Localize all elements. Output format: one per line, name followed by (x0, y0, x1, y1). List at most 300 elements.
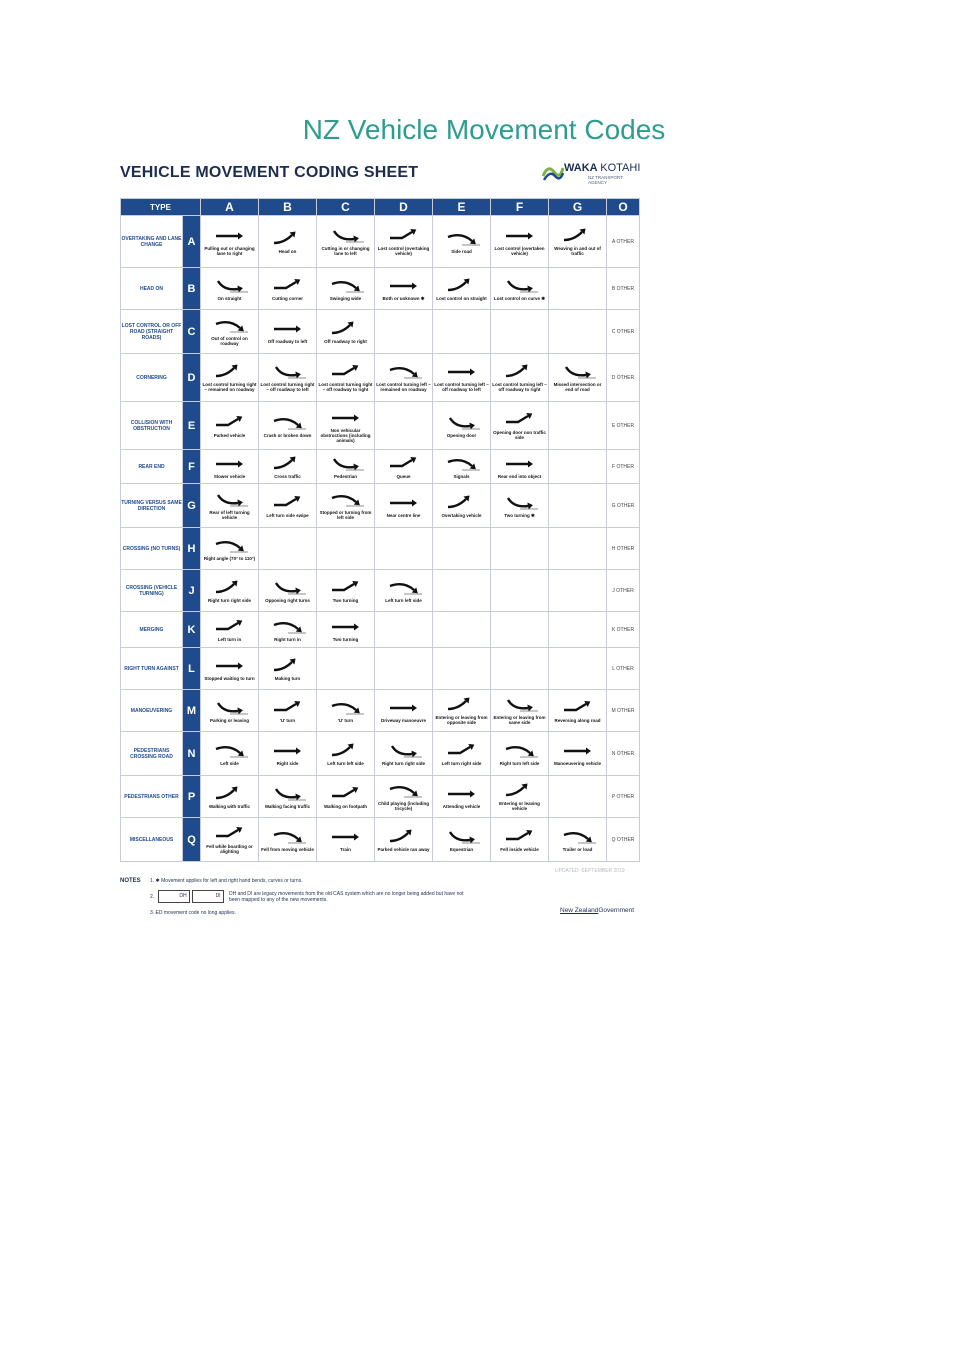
movement-diagram-icon (442, 230, 482, 248)
movement-label: Near centre line (386, 512, 421, 518)
di-label: DI (215, 893, 221, 899)
movement-cell-fa (201, 450, 259, 484)
dh-label: DH (179, 893, 187, 899)
column-header-g: G (549, 199, 607, 216)
movement-label: Stopped or turning from left side (319, 510, 372, 520)
movement-diagram-icon (326, 618, 366, 636)
row-type-letter: H (183, 528, 201, 570)
note-3: 3. ED movement code no long applies. (150, 910, 236, 916)
other-cell: C OTHER (607, 310, 640, 354)
row-type-name: PEDESTRIANS CROSSING ROAD (121, 732, 183, 776)
movement-diagram-icon (268, 320, 308, 338)
table-row-m (121, 690, 640, 732)
movement-label: Left turn left side (385, 597, 422, 603)
movement-cell-qd (375, 818, 433, 862)
column-header-c: C (317, 199, 375, 216)
column-header-d: D (375, 199, 433, 216)
movement-cell-df (491, 354, 549, 402)
movement-label: Walking on footpath (323, 803, 368, 809)
other-cell: G OTHER (607, 484, 640, 528)
movement-diagram-icon (500, 363, 540, 381)
movement-code-table (120, 198, 640, 862)
movement-label: Opposing right turns (265, 597, 310, 603)
other-cell: E OTHER (607, 402, 640, 450)
movement-label: Weaving in and out of traffic (554, 246, 601, 256)
note-2-number: 2. (150, 893, 155, 900)
movement-label: Left turn side swipe (266, 512, 309, 518)
movement-cell-pc (317, 776, 375, 818)
note-2 (150, 890, 470, 903)
movement-label: Off roadway to right (324, 338, 367, 344)
movement-label: Cutting in or changing lane to left (321, 246, 370, 256)
movement-label: Queue (396, 473, 411, 479)
movement-label: Pulling out or changing lane to right (204, 246, 255, 256)
movement-diagram-icon (326, 742, 366, 760)
movement-cell-fb (259, 450, 317, 484)
movement-label: Cross traffic (274, 473, 301, 479)
movement-diagram-icon (268, 657, 308, 675)
movement-diagram-icon (268, 414, 308, 432)
movement-diagram-icon (268, 742, 308, 760)
movement-cell-nb (259, 732, 317, 776)
movement-diagram-icon (500, 494, 540, 512)
movement-label: Signals (453, 473, 470, 479)
movement-diagram-icon (210, 825, 250, 843)
movement-cell-de (433, 354, 491, 402)
movement-cell-ec (317, 402, 375, 450)
movement-cell-fc (317, 450, 375, 484)
table-row-f (121, 450, 640, 484)
movement-diagram-icon (558, 699, 598, 717)
logo-subtitle: NZ TRANSPORT AGENCY (588, 175, 623, 185)
movement-diagram-icon (384, 579, 424, 597)
movement-cell-cc (317, 310, 375, 354)
movement-cell-gf (491, 484, 549, 528)
row-type-name: PEDESTRIANS OTHER (121, 776, 183, 818)
movement-diagram-icon (210, 227, 250, 245)
column-header-o: O (607, 199, 640, 216)
movement-diagram-icon (558, 227, 598, 245)
movement-cell-mb (259, 690, 317, 732)
movement-label: On straight (217, 295, 242, 301)
table-row-e (121, 402, 640, 450)
row-type-name: MERGING (121, 612, 183, 648)
movement-label: Right turn left side (499, 760, 540, 766)
movement-diagram-icon (442, 828, 482, 846)
other-cell: J OTHER (607, 570, 640, 612)
movement-diagram-icon (268, 363, 308, 381)
movement-diagram-icon (326, 409, 366, 427)
movement-cell-lc (317, 648, 375, 690)
movement-diagram-icon (210, 455, 250, 473)
movement-label: 'U' turn (337, 717, 354, 723)
movement-diagram-icon (210, 579, 250, 597)
movement-cell-je (433, 570, 491, 612)
movement-label: Walking facing traffic (264, 803, 311, 809)
movement-label: Equestrian (449, 846, 474, 852)
row-type-name: MISCELLANEOUS (121, 818, 183, 862)
movement-cell-dd (375, 354, 433, 402)
movement-cell-ba (201, 268, 259, 310)
other-cell: H OTHER (607, 528, 640, 570)
movement-label: Left side (220, 760, 239, 766)
movement-label: Lost control turning left – remained on roadway (376, 382, 431, 392)
movement-label: Making turn (274, 675, 301, 681)
movement-diagram-icon (210, 537, 250, 555)
movement-label: Fell from moving vehicle (261, 846, 314, 852)
movement-cell-ac (317, 216, 375, 268)
movement-cell-kb (259, 612, 317, 648)
movement-diagram-icon (384, 828, 424, 846)
movement-cell-eb (259, 402, 317, 450)
movement-diagram-icon (384, 742, 424, 760)
row-type-letter: C (183, 310, 201, 354)
sheet-title: VEHICLE MOVEMENT CODING SHEET (120, 164, 419, 181)
movement-cell-hf (491, 528, 549, 570)
movement-cell-qb (259, 818, 317, 862)
movement-cell-ed (375, 402, 433, 450)
movement-label: Lost control on straight (436, 295, 487, 301)
row-type-name: CROSSING (VEHICLE TURNING) (121, 570, 183, 612)
row-type-name: OVERTAKING AND LANE CHANGE (121, 216, 183, 268)
movement-cell-ld (375, 648, 433, 690)
movement-cell-ea (201, 402, 259, 450)
row-type-name: CROSSING (NO TURNS) (121, 528, 183, 570)
movement-label: Right side (276, 760, 299, 766)
movement-label: Entering or leaving vehicle (499, 801, 540, 811)
movement-cell-ne (433, 732, 491, 776)
movement-cell-cb (259, 310, 317, 354)
movement-cell-ge (433, 484, 491, 528)
movement-cell-jd (375, 570, 433, 612)
movement-cell-jb (259, 570, 317, 612)
movement-cell-lg (549, 648, 607, 690)
movement-label: Missed intersection or end of road (553, 382, 602, 392)
movement-label: Two turning (332, 636, 359, 642)
movement-label: Manoeuvering vehicle (553, 760, 601, 766)
movement-diagram-icon (210, 618, 250, 636)
movement-cell-jf (491, 570, 549, 612)
note-2-text: DH and DI are legacy movements from the old CAS system which are no longer being added but have not been mapped to any of the new movements. (228, 890, 464, 903)
movement-label: Side road (451, 248, 472, 254)
movement-cell-pd (375, 776, 433, 818)
movement-label: Train (340, 846, 351, 852)
movement-cell-ke (433, 612, 491, 648)
logo-name-bold: WAKA (564, 162, 598, 174)
movement-label: Swinging wide (329, 295, 362, 301)
other-cell: N OTHER (607, 732, 640, 776)
movement-cell-hb (259, 528, 317, 570)
row-type-letter: K (183, 612, 201, 648)
movement-diagram-icon (442, 363, 482, 381)
column-header-f: F (491, 199, 549, 216)
movement-cell-fg (549, 450, 607, 484)
movement-label: Non vehicular obstructions (including animals) (320, 427, 371, 443)
movement-label: Opening door non traffic side (493, 430, 546, 440)
table-row-b (121, 268, 640, 310)
movement-label: Slower vehicle (213, 473, 246, 479)
movement-diagram-icon (326, 828, 366, 846)
nz-government-part1: New Zealand (560, 907, 599, 914)
other-cell: D OTHER (607, 354, 640, 402)
movement-cell-qe (433, 818, 491, 862)
movement-diagram-icon (384, 455, 424, 473)
nz-government-logo (560, 907, 634, 914)
movement-diagram-icon (268, 494, 308, 512)
row-type-letter: L (183, 648, 201, 690)
other-cell: M OTHER (607, 690, 640, 732)
movement-cell-ng (549, 732, 607, 776)
movement-cell-gc (317, 484, 375, 528)
movement-cell-le (433, 648, 491, 690)
movement-cell-cf (491, 310, 549, 354)
notes-label: NOTES (120, 878, 141, 884)
movement-cell-bb (259, 268, 317, 310)
movement-diagram-icon (210, 363, 250, 381)
row-type-letter: P (183, 776, 201, 818)
note-1: 1. ✱ Movement applies for left and right hand bends, curves or turns. (150, 878, 303, 884)
movement-diagram-icon (442, 696, 482, 714)
row-type-name: HEAD ON (121, 268, 183, 310)
movement-cell-af (491, 216, 549, 268)
movement-cell-qa (201, 818, 259, 862)
movement-label: Child playing (including tricycle) (378, 801, 429, 811)
movement-cell-kg (549, 612, 607, 648)
row-type-name: LOST CONTROL OR OFF ROAD (STRAIGHT ROADS) (121, 310, 183, 354)
movement-cell-be (433, 268, 491, 310)
movement-label: Driveway manoeuvre (380, 717, 427, 723)
movement-label: Right turn right side (382, 760, 425, 766)
page-title: NZ Vehicle Movement Codes (302, 114, 666, 145)
table-row-j (121, 570, 640, 612)
movement-label: Overtaking vehicle (441, 512, 482, 518)
movement-label: Walking with traffic (208, 803, 251, 809)
movement-cell-nf (491, 732, 549, 776)
movement-cell-nd (375, 732, 433, 776)
movement-cell-jc (317, 570, 375, 612)
movement-diagram-icon (500, 742, 540, 760)
movement-cell-jg (549, 570, 607, 612)
movement-diagram-icon (384, 363, 424, 381)
movement-diagram-icon (500, 227, 540, 245)
table-row-d (121, 354, 640, 402)
movement-diagram-icon (326, 320, 366, 338)
movement-cell-pb (259, 776, 317, 818)
movement-cell-bg (549, 268, 607, 310)
movement-diagram-icon (558, 742, 598, 760)
movement-label: Both or unknown ✱ (382, 295, 425, 301)
dh-movement-icon (158, 890, 190, 903)
movement-cell-bf (491, 268, 549, 310)
movement-cell-ae (433, 216, 491, 268)
movement-cell-pe (433, 776, 491, 818)
movement-label: Left turn left side (327, 760, 364, 766)
row-type-name: CORNERING (121, 354, 183, 402)
table-row-c (121, 310, 640, 354)
movement-cell-ag (549, 216, 607, 268)
row-type-letter: D (183, 354, 201, 402)
movement-diagram-icon (500, 277, 540, 295)
table-row-n (121, 732, 640, 776)
movement-cell-kf (491, 612, 549, 648)
movement-label: Stopped waiting to turn (204, 675, 255, 681)
movement-label: Two turning ✱ (504, 512, 535, 518)
other-cell: F OTHER (607, 450, 640, 484)
movement-label: Right angle (70° to 110°) (203, 555, 256, 561)
row-type-name: COLLISION WITH OBSTRUCTION (121, 402, 183, 450)
movement-diagram-icon (500, 455, 540, 473)
other-cell: B OTHER (607, 268, 640, 310)
movement-diagram-icon (442, 742, 482, 760)
movement-cell-qc (317, 818, 375, 862)
column-header-e: E (433, 199, 491, 216)
movement-cell-bd (375, 268, 433, 310)
table-row-g (121, 484, 640, 528)
movement-cell-pg (549, 776, 607, 818)
movement-cell-ab (259, 216, 317, 268)
movement-cell-qf (491, 818, 549, 862)
movement-label: Lost control turning right – remained on roadway (202, 382, 257, 392)
movement-cell-gb (259, 484, 317, 528)
movement-cell-db (259, 354, 317, 402)
movement-label: Parked vehicle ran away (377, 846, 430, 852)
row-type-name: MANOEUVERING (121, 690, 183, 732)
movement-cell-hg (549, 528, 607, 570)
movement-diagram-icon (442, 414, 482, 432)
note-2-boxes (156, 890, 224, 903)
movement-cell-ga (201, 484, 259, 528)
table-row-a (121, 216, 640, 268)
movement-diagram-icon (326, 699, 366, 717)
movement-diagram-icon (210, 317, 250, 335)
movement-label: Parking or leaving (209, 717, 249, 723)
row-type-letter: M (183, 690, 201, 732)
movement-label: Parked vehicle (213, 432, 246, 438)
movement-cell-mf (491, 690, 549, 732)
movement-cell-ef (491, 402, 549, 450)
movement-cell-cd (375, 310, 433, 354)
movement-diagram-icon (210, 742, 250, 760)
movement-cell-hc (317, 528, 375, 570)
movement-label: Two turning (332, 597, 359, 603)
movement-label: Off roadway to left (267, 338, 308, 344)
movement-label: Left turn right side (441, 760, 482, 766)
movement-label: Fell inside vehicle (500, 846, 539, 852)
movement-diagram-icon (500, 782, 540, 800)
movement-cell-gg (549, 484, 607, 528)
movement-cell-na (201, 732, 259, 776)
other-cell: Q OTHER (607, 818, 640, 862)
movement-diagram-icon (268, 579, 308, 597)
movement-diagram-icon (384, 782, 424, 800)
other-cell: L OTHER (607, 648, 640, 690)
movement-diagram-icon (442, 494, 482, 512)
movement-label: Entering or leaving from same side (493, 715, 546, 725)
movement-cell-fe (433, 450, 491, 484)
di-movement-icon (192, 890, 224, 903)
movement-label: Rear of left turning vehicle (209, 510, 250, 520)
movement-diagram-icon (268, 230, 308, 248)
movement-cell-ca (201, 310, 259, 354)
movement-label: Lost control turning left – off roadway to left (434, 382, 489, 392)
movement-diagram-icon (268, 455, 308, 473)
movement-cell-ma (201, 690, 259, 732)
movement-diagram-icon (326, 491, 366, 509)
movement-cell-qg (549, 818, 607, 862)
table-row-q (121, 818, 640, 862)
movement-label: Right turn in (274, 636, 301, 642)
movement-label: 'U' turn (279, 717, 296, 723)
movement-label: Left turn in (217, 636, 242, 642)
movement-diagram-icon (268, 618, 308, 636)
table-header-row (121, 199, 640, 216)
movement-cell-ha (201, 528, 259, 570)
movement-diagram-icon (500, 828, 540, 846)
table-row-h (121, 528, 640, 570)
updated-date: UPDATED: SEPTEMBER 2019 (555, 868, 625, 874)
movement-cell-ad (375, 216, 433, 268)
column-header-a: A (201, 199, 259, 216)
row-type-letter: G (183, 484, 201, 528)
movement-diagram-icon (210, 657, 250, 675)
movement-cell-me (433, 690, 491, 732)
type-header: TYPE (121, 199, 201, 216)
row-type-letter: F (183, 450, 201, 484)
movement-cell-eg (549, 402, 607, 450)
movement-diagram-icon (210, 414, 250, 432)
movement-label: Crash or broken down (263, 432, 312, 438)
row-type-letter: B (183, 268, 201, 310)
table-row-l (121, 648, 640, 690)
movement-cell-fd (375, 450, 433, 484)
row-type-letter: J (183, 570, 201, 612)
row-type-letter: Q (183, 818, 201, 862)
movement-label: Opening door (446, 432, 477, 438)
movement-cell-ee (433, 402, 491, 450)
movement-label: Fell while boarding or alighting (206, 844, 253, 854)
row-type-name: REAR END (121, 450, 183, 484)
movement-diagram-icon (384, 494, 424, 512)
movement-cell-mg (549, 690, 607, 732)
waka-kotahi-mark-icon (542, 162, 564, 184)
movement-label: Entering or leaving from opposite side (435, 715, 488, 725)
column-header-b: B (259, 199, 317, 216)
logo-name-light: KOTAHI (600, 162, 641, 174)
movement-diagram-icon (384, 277, 424, 295)
row-type-letter: N (183, 732, 201, 776)
movement-label: Right turn right side (208, 597, 251, 603)
movement-cell-aa (201, 216, 259, 268)
movement-diagram-icon (210, 491, 250, 509)
movement-cell-ff (491, 450, 549, 484)
movement-diagram-icon (326, 785, 366, 803)
movement-diagram-icon (326, 455, 366, 473)
movement-diagram-icon (210, 785, 250, 803)
movement-diagram-icon (326, 227, 366, 245)
movement-diagram-icon (268, 785, 308, 803)
movement-cell-md (375, 690, 433, 732)
movement-diagram-icon (558, 363, 598, 381)
movement-label: Lost control on curve ✱ (493, 295, 546, 301)
row-type-letter: E (183, 402, 201, 450)
movement-diagram-icon (326, 363, 366, 381)
row-type-name: RIGHT TURN AGAINST (121, 648, 183, 690)
movement-cell-mc (317, 690, 375, 732)
movement-label: Reversing along road (554, 717, 601, 723)
movement-cell-da (201, 354, 259, 402)
movement-label: Rear end into object (497, 473, 542, 479)
movement-diagram-icon (326, 277, 366, 295)
